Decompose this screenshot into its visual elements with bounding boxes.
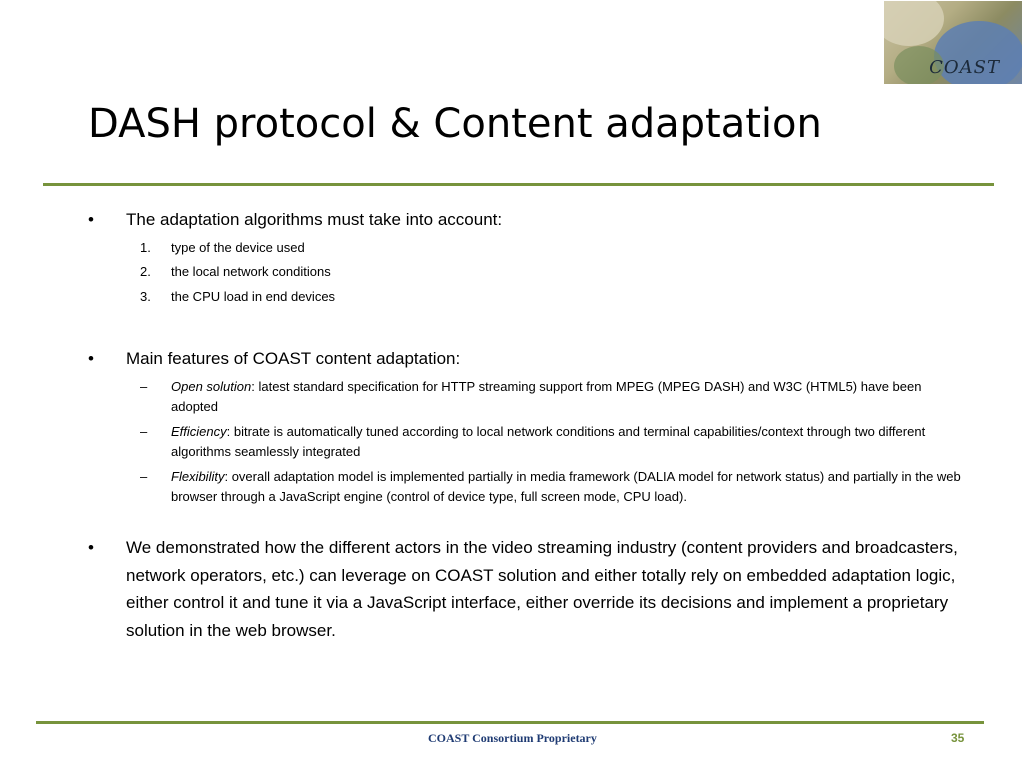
- list-number: 1.: [140, 240, 151, 255]
- footer-proprietary: COAST Consortium Proprietary: [428, 731, 597, 745]
- list-number: 3.: [140, 289, 151, 304]
- bullet-main-features: [88, 345, 968, 372]
- bullet-dot: •: [88, 210, 94, 229]
- slide-title: DASH protocol & Content adaptation: [88, 101, 822, 147]
- bullet-text: We demonstrated how the different actors in the video streaming industry (content providers and broadcasters, network operators, etc.) can leverage on COAST solution and either totally rely on embedded adaptation logic, either control it and tune it via a JavaScript interface, either override its decisions and implement a proprietary solution in the web browser.: [126, 538, 958, 640]
- feature-description: : overall adaptation model is implemented partially in media framework (DALIA model for network status) and partially in the web browser through a JavaScript engine (control of device type, full screen mode, CPU load).: [171, 469, 961, 504]
- logo-art: [884, 1, 944, 46]
- feature-description: : latest standard specification for HTTP streaming support from MPEG (MPEG DASH) and W3C (HTML5) have been adopted: [171, 379, 922, 414]
- feature-term: Open solution: [171, 379, 252, 394]
- feature-term: Flexibility: [171, 469, 225, 484]
- feature-description: : bitrate is automatically tuned according to local network conditions and terminal capabilities/context through two different algorithms seamlessly integrated: [171, 424, 926, 459]
- bullet-text: The adaptation algorithms must take into account:: [126, 210, 503, 229]
- page-number: 35: [951, 731, 965, 745]
- bullet-dot: •: [88, 538, 94, 557]
- list-text: the CPU load in end devices: [171, 289, 336, 304]
- feature-text: [171, 377, 971, 417]
- feature-text: [171, 422, 971, 462]
- dash-marker: –: [140, 379, 148, 394]
- feature-term: Efficiency: [171, 424, 227, 439]
- list-number: 2.: [140, 264, 151, 279]
- list-text: type of the device used: [171, 240, 305, 255]
- logo-text: COAST: [929, 57, 1000, 78]
- bullet-dot: •: [88, 349, 94, 368]
- bullet-text: Main features of COAST content adaptation:: [126, 349, 461, 368]
- list-text: the local network conditions: [171, 264, 331, 279]
- coast-logo: [884, 1, 1022, 84]
- dash-marker: –: [140, 424, 148, 439]
- title-divider: [43, 183, 994, 186]
- bullet-adaptation-algorithms: [88, 206, 968, 233]
- footer-divider: [36, 721, 984, 724]
- dash-marker: –: [140, 469, 148, 484]
- feature-text: [171, 467, 971, 507]
